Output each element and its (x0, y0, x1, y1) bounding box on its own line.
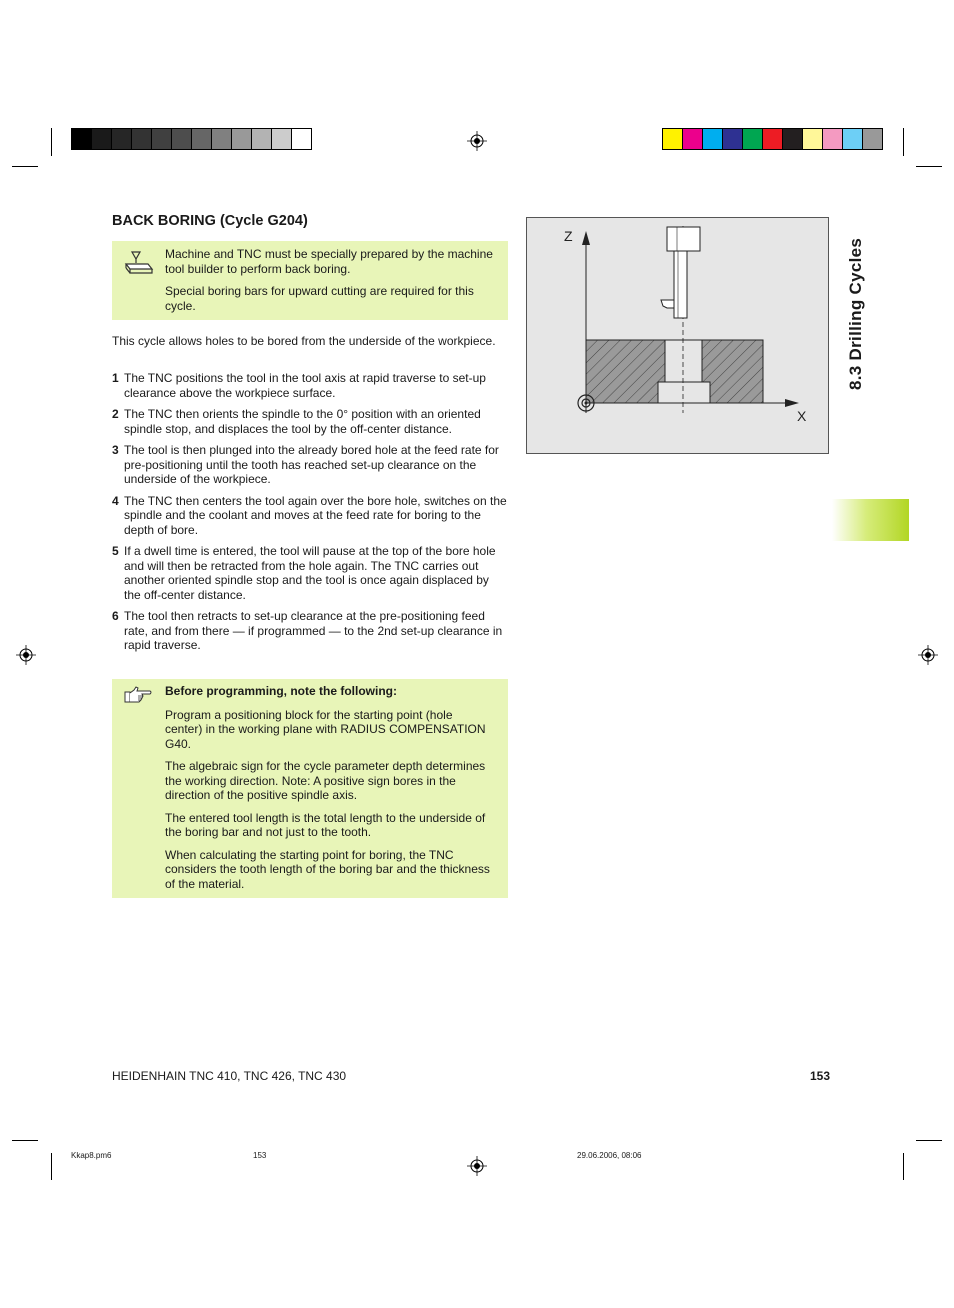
machine-note-box (112, 241, 508, 320)
step-item (112, 494, 508, 538)
step-text: The TNC then centers the tool again over the bore hole, switches on the spindle and the coolant and moves at the feed rate for boring to the depth of bore. (124, 493, 507, 537)
footer-product: HEIDENHAIN TNC 410, TNC 426, TNC 430 (112, 1069, 347, 1083)
step-item (112, 443, 508, 487)
step-text: The tool then retracts to set-up clearance at the pre-positioning feed rate, and from there — if programmed — to the 2nd set-up clearance in rapid traverse. (124, 609, 503, 652)
calibration-swatch (292, 129, 311, 149)
calibration-swatch (192, 129, 212, 149)
calibration-swatch (723, 129, 743, 149)
step-text: The tool is then plunged into the already bored hole at the feed rate for pre-positioning until the tooth has reached set-up clearance on the underside of the workpiece. (124, 443, 499, 486)
calibration-swatch (783, 129, 803, 149)
slug-file: Kkap8.pm6 (71, 1151, 112, 1160)
step-number: 1 (112, 371, 119, 385)
note-heading: Before programming, note the following: (165, 684, 397, 698)
step-item (112, 371, 508, 400)
registration-mark-icon (467, 1156, 487, 1176)
calibration-swatch (763, 129, 783, 149)
crop-mark (916, 166, 942, 167)
note-paragraph: The algebraic sign for the cycle parameter depth determines the working direction. Note: A positive sign bores in the direction of the positive spindle axis. (165, 759, 486, 802)
step-item (112, 407, 508, 436)
pointing-hand-icon (124, 686, 152, 704)
crop-mark (12, 1140, 38, 1141)
note-paragraph: Program a positioning block for the starting point (hole center) in the working plane with RADIUS COMPENSATION G40. (165, 707, 486, 751)
back-boring-diagram (527, 218, 828, 453)
step-text: The TNC then orients the spindle to the 0° position with an oriented spindle stop, and displaces the tool by the off-center distance. (124, 407, 481, 436)
step-item (112, 544, 508, 602)
registration-mark-icon (918, 645, 938, 665)
note-line: Machine and TNC must be specially prepared by the machine tool builder to perform back boring. (165, 247, 493, 276)
calibration-swatch (92, 129, 112, 149)
calibration-swatch (132, 129, 152, 149)
crop-mark (916, 1140, 942, 1141)
step-text: If a dwell time is entered, the tool will pause at the top of the bore hole and will then be retracted from the hole again. The TNC carries out another oriented spindle stop and the tool is once again displaced by the off-center distance. (124, 544, 496, 602)
crop-mark (903, 128, 904, 156)
step-number: 3 (112, 443, 119, 457)
registration-mark-icon (467, 131, 487, 151)
calibration-swatch (232, 129, 252, 149)
calibration-swatch (152, 129, 172, 149)
note-paragraph: When calculating the starting point for boring, the TNC considers the tooth length of the boring bar and the thickness of the material. (165, 847, 490, 891)
step-number: 2 (112, 407, 119, 421)
calibration-swatch (172, 129, 192, 149)
calibration-swatch (252, 129, 272, 149)
chapter-side-title: 8.3 Drilling Cycles (846, 237, 865, 390)
step-number: 6 (112, 609, 119, 623)
note-line: Special boring bars for upward cutting are required for this cycle. (165, 284, 474, 313)
crop-mark (12, 166, 38, 167)
calibration-swatch (803, 129, 823, 149)
axis-label-z: Z (564, 228, 573, 244)
calibration-swatch (743, 129, 763, 149)
note-paragraph: The entered tool length is the total length to the underside of the boring bar and not just to the tooth. (165, 810, 486, 839)
calibration-swatch (823, 129, 843, 149)
intro-paragraph: This cycle allows holes to be bored from the underside of the workpiece. (112, 334, 496, 348)
calibration-swatch (863, 129, 882, 149)
step-item (112, 609, 508, 653)
registration-mark-icon (16, 645, 36, 665)
slug-page: 153 (253, 1151, 267, 1160)
crop-mark (51, 1153, 52, 1180)
color-calibration-bar (662, 128, 883, 150)
step-number: 4 (112, 493, 119, 508)
calibration-swatch (72, 129, 92, 149)
calibration-swatch (703, 129, 723, 149)
slug-date: 29.06.2006, 08:06 (577, 1151, 642, 1160)
axis-label-x: X (797, 408, 807, 424)
calibration-swatch (212, 129, 232, 149)
machine-icon (122, 250, 154, 276)
gray-calibration-bar (71, 128, 312, 150)
calibration-swatch (843, 129, 863, 149)
step-list (112, 371, 508, 660)
crop-mark (51, 128, 52, 156)
calibration-swatch (272, 129, 292, 149)
step-number: 5 (112, 544, 119, 558)
chapter-tab (832, 499, 909, 541)
step-text: The TNC positions the tool in the tool axis at rapid traverse to set-up clearance above the workpiece surface. (124, 371, 486, 400)
page-number: 153 (809, 1069, 830, 1083)
calibration-swatch (112, 129, 132, 149)
calibration-swatch (663, 129, 683, 149)
back-boring-figure (526, 217, 829, 454)
calibration-swatch (683, 129, 703, 149)
programming-note-box (112, 679, 508, 898)
crop-mark (903, 1153, 904, 1180)
section-title: BACK BORING (Cycle G204) (112, 213, 308, 229)
